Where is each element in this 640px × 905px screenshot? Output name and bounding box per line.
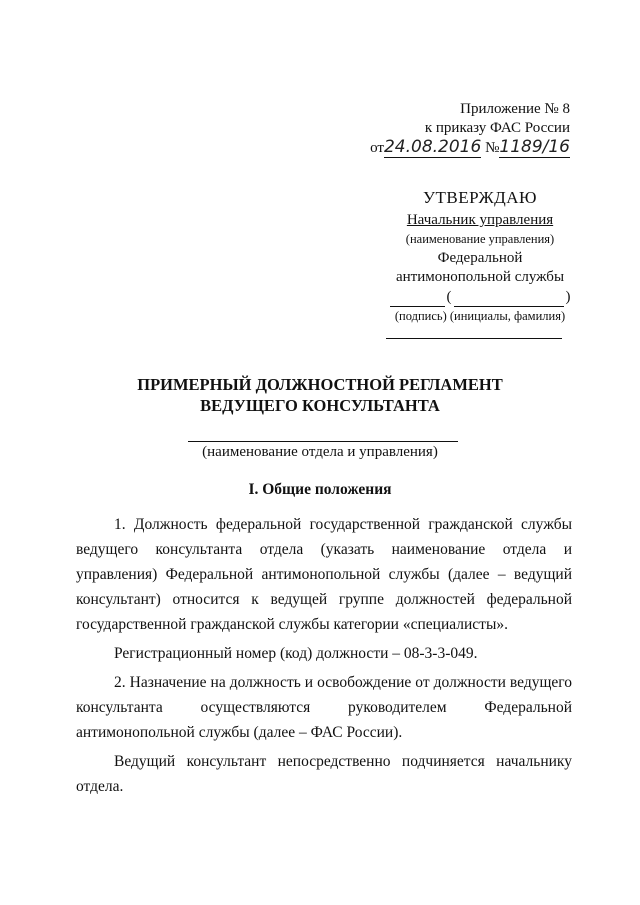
approval-block bbox=[385, 188, 575, 326]
paragraph-2: Регистрационный номер (код) должности – 08-3-3-049. bbox=[114, 645, 478, 662]
title-line-1: ПРИМЕРНЫЙ ДОЛЖНОСТНОЙ РЕГЛАМЕНТ bbox=[137, 375, 503, 394]
order-number: 1189/16 bbox=[499, 137, 570, 157]
appendix-block bbox=[370, 100, 570, 158]
document-title bbox=[0, 374, 640, 416]
appendix-number: Приложение № 8 bbox=[460, 101, 570, 117]
signature-hint: (подпись) (инициалы, фамилия) bbox=[394, 309, 566, 323]
name-blank bbox=[454, 292, 564, 307]
close-paren: ) bbox=[565, 289, 571, 305]
department-caption: (наименование отдела и управления) bbox=[202, 444, 438, 460]
appendix-order-ref: к приказу ФАС России bbox=[424, 120, 570, 136]
title-line-2: ВЕДУЩЕГО КОНСУЛЬТАНТА bbox=[200, 396, 440, 415]
section-heading: I. Общие положения bbox=[248, 481, 392, 498]
signature-line bbox=[385, 287, 575, 307]
body-text bbox=[76, 512, 572, 803]
order-date: 24.08.2016 bbox=[383, 137, 482, 157]
open-paren: ( bbox=[446, 289, 452, 305]
paragraph-4: Ведущий консультант непосредственно подчиняется начальнику отдела. bbox=[76, 753, 572, 795]
appendix-date-line bbox=[370, 138, 570, 158]
position-hint: (наименование управления) bbox=[405, 232, 555, 246]
paragraph-1: 1. Должность федеральной государственной гражданской службы ведущего консультанта отдела (указать наименование отдела и управления) Федеральной антимонопольной службы (далее – ведущий консультант) относится к ведущей группе должностей федеральной государственной гражданской службы категории «специалисты». bbox=[76, 516, 572, 633]
approver-position: Начальник управления bbox=[406, 212, 554, 228]
org-line-1: Федеральной bbox=[437, 250, 523, 266]
approve-title: УТВЕРЖДАЮ bbox=[422, 188, 538, 207]
org-line-2: антимонопольной службы bbox=[395, 269, 565, 285]
date-blank-line bbox=[386, 338, 562, 339]
number-label: № bbox=[485, 140, 500, 156]
department-blank-line bbox=[188, 441, 458, 442]
from-label: от bbox=[370, 140, 384, 156]
paragraph-3: 2. Назначение на должность и освобождение от должности ведущего консультанта осуществляются руководителем Федеральной антимонопольной службы (далее – ФАС России). bbox=[76, 674, 572, 741]
signature-blank bbox=[390, 292, 445, 307]
